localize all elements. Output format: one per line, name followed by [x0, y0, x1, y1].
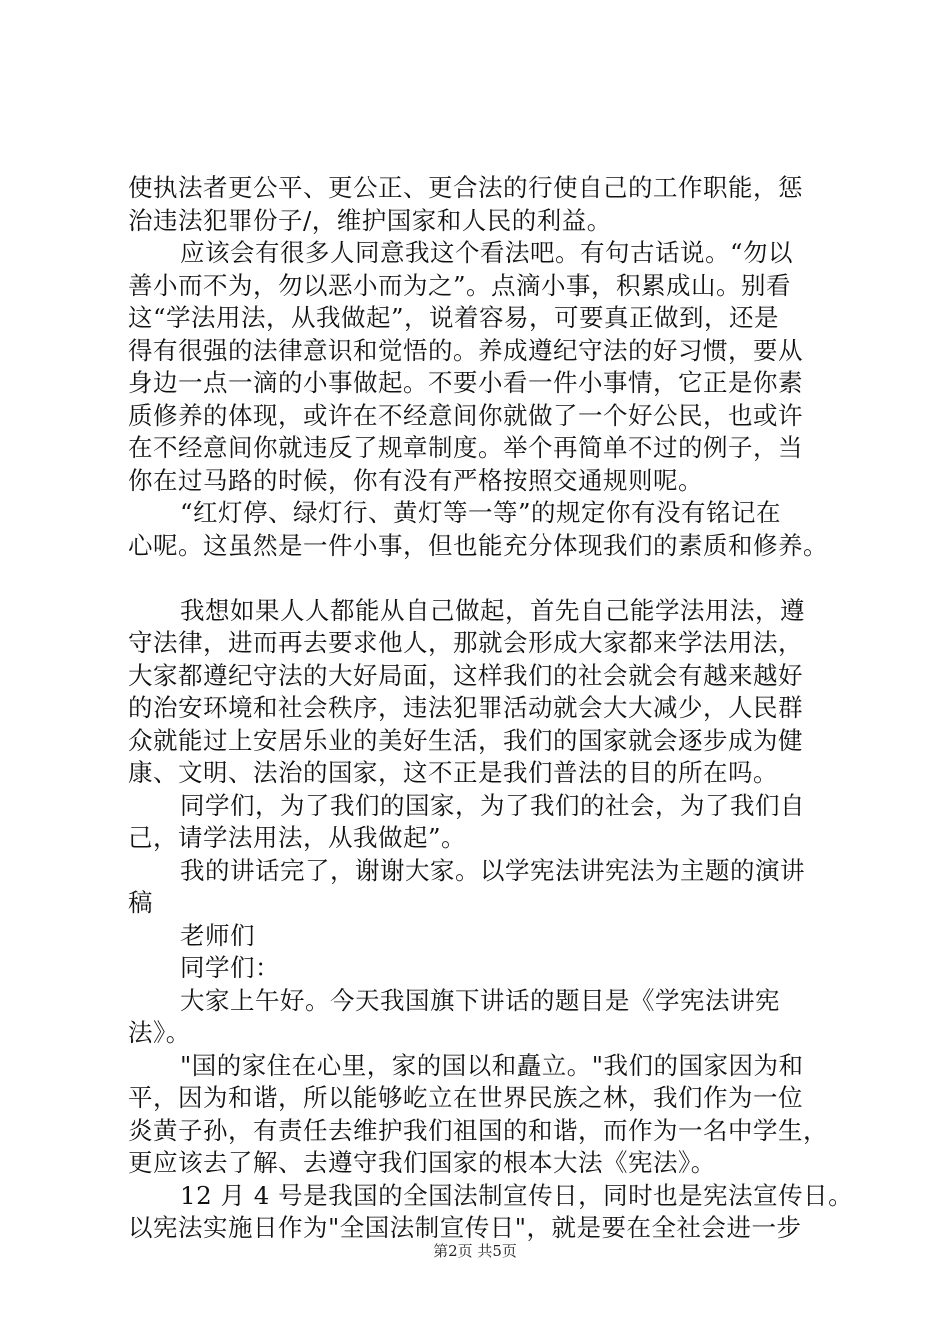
text-line: 炎黄子孙，有责任去维护我们祖国的和谐，而作为一名中学生，: [128, 1115, 828, 1145]
text-line: 众就能过上安居乐业的美好生活，我们的国家就会逐步成为健: [128, 725, 803, 755]
text-line: 12 月 4 号是我国的全国法制宣传日，同时也是宪法宣传日。: [180, 1180, 854, 1210]
page-footer: 第2页 共5页: [433, 1242, 517, 1260]
text-line: 守法律，进而再去要求他人，那就会形成大家都来学法用法，: [128, 628, 803, 657]
text-line: 身边一点一滴的小事做起。不要小看一件小事情，它正是你素: [128, 368, 803, 397]
text-line: 你在过马路的时候，你有没有严格按照交通规则呢。: [128, 465, 703, 495]
text-line: 同学们：: [180, 953, 280, 982]
text-line: 应该会有很多人同意我这个看法吧。有句古话说。“勿以: [180, 238, 794, 267]
text-line: 大家上午好。今天我国旗下讲话的题目是《学宪法讲宪: [180, 985, 780, 1015]
text-line: 的治安环境和社会秩序，违法犯罪活动就会大大减少，人民群: [128, 693, 803, 722]
blank-line: [128, 562, 848, 595]
text-line: 更应该去了解、去遵守我们国家的根本大法《宪法》。: [128, 1148, 716, 1177]
body-text: [128, 172, 854, 1245]
text-line: 老师们: [180, 920, 255, 950]
text-line: 己，请学法用法，从我做起”。: [128, 823, 467, 852]
text-line: 平，因为和谐，所以能够屹立在世界民族之林，我们作为一位: [128, 1083, 803, 1112]
text-line: 康、文明、法治的国家，这不正是我们普法的目的所在吗。: [128, 758, 778, 787]
text-line: 在不经意间你就违反了规章制度。举个再简单不过的例子，当: [128, 433, 803, 462]
text-line: 质修养的体现，或许在不经意间你就做了一个好公民，也或许: [128, 400, 803, 430]
text-line: 法》。: [128, 1018, 191, 1047]
text-line: 善小而不为，勿以恶小而为之”。点滴小事，积累成山。别看: [128, 270, 792, 300]
text-line: 同学们，为了我们的国家，为了我们的社会，为了我们自: [180, 790, 805, 820]
text-line: "国的家住在心里，家的国以和矗立。"我们的国家因为和: [180, 1050, 804, 1080]
text-line: 得有很强的法律意识和觉悟的。养成遵纪守法的好习惯，要从: [128, 335, 803, 365]
text-line: 这“学法用法，从我做起”，说着容易，可要真正做到，还是: [128, 303, 780, 332]
text-line: 我的讲话完了，谢谢大家。以学宪法讲宪法为主题的演讲: [180, 855, 805, 885]
text-line: 使执法者更公平、更公正、更合法的行使自己的工作职能，惩: [128, 173, 803, 202]
text-line: 治违法犯罪份子/，维护国家和人民的利益。: [128, 205, 612, 235]
text-line: 稿: [128, 888, 153, 917]
text-line: “红灯停、绿灯行、黄灯等一等”的规定你有没有铭记在: [180, 498, 782, 527]
text-line: 以宪法实施日作为"全国法制宣传日"，就是要在全社会进一步: [128, 1213, 802, 1242]
text-line: 我想如果人人都能从自己做起，首先自己能学法用法，遵: [180, 595, 805, 625]
text-line: 心呢。这虽然是一件小事，但也能充分体现我们的素质和修养。: [128, 530, 828, 560]
text-line: 大家都遵纪守法的大好局面，这样我们的社会就会有越来越好: [128, 660, 803, 690]
